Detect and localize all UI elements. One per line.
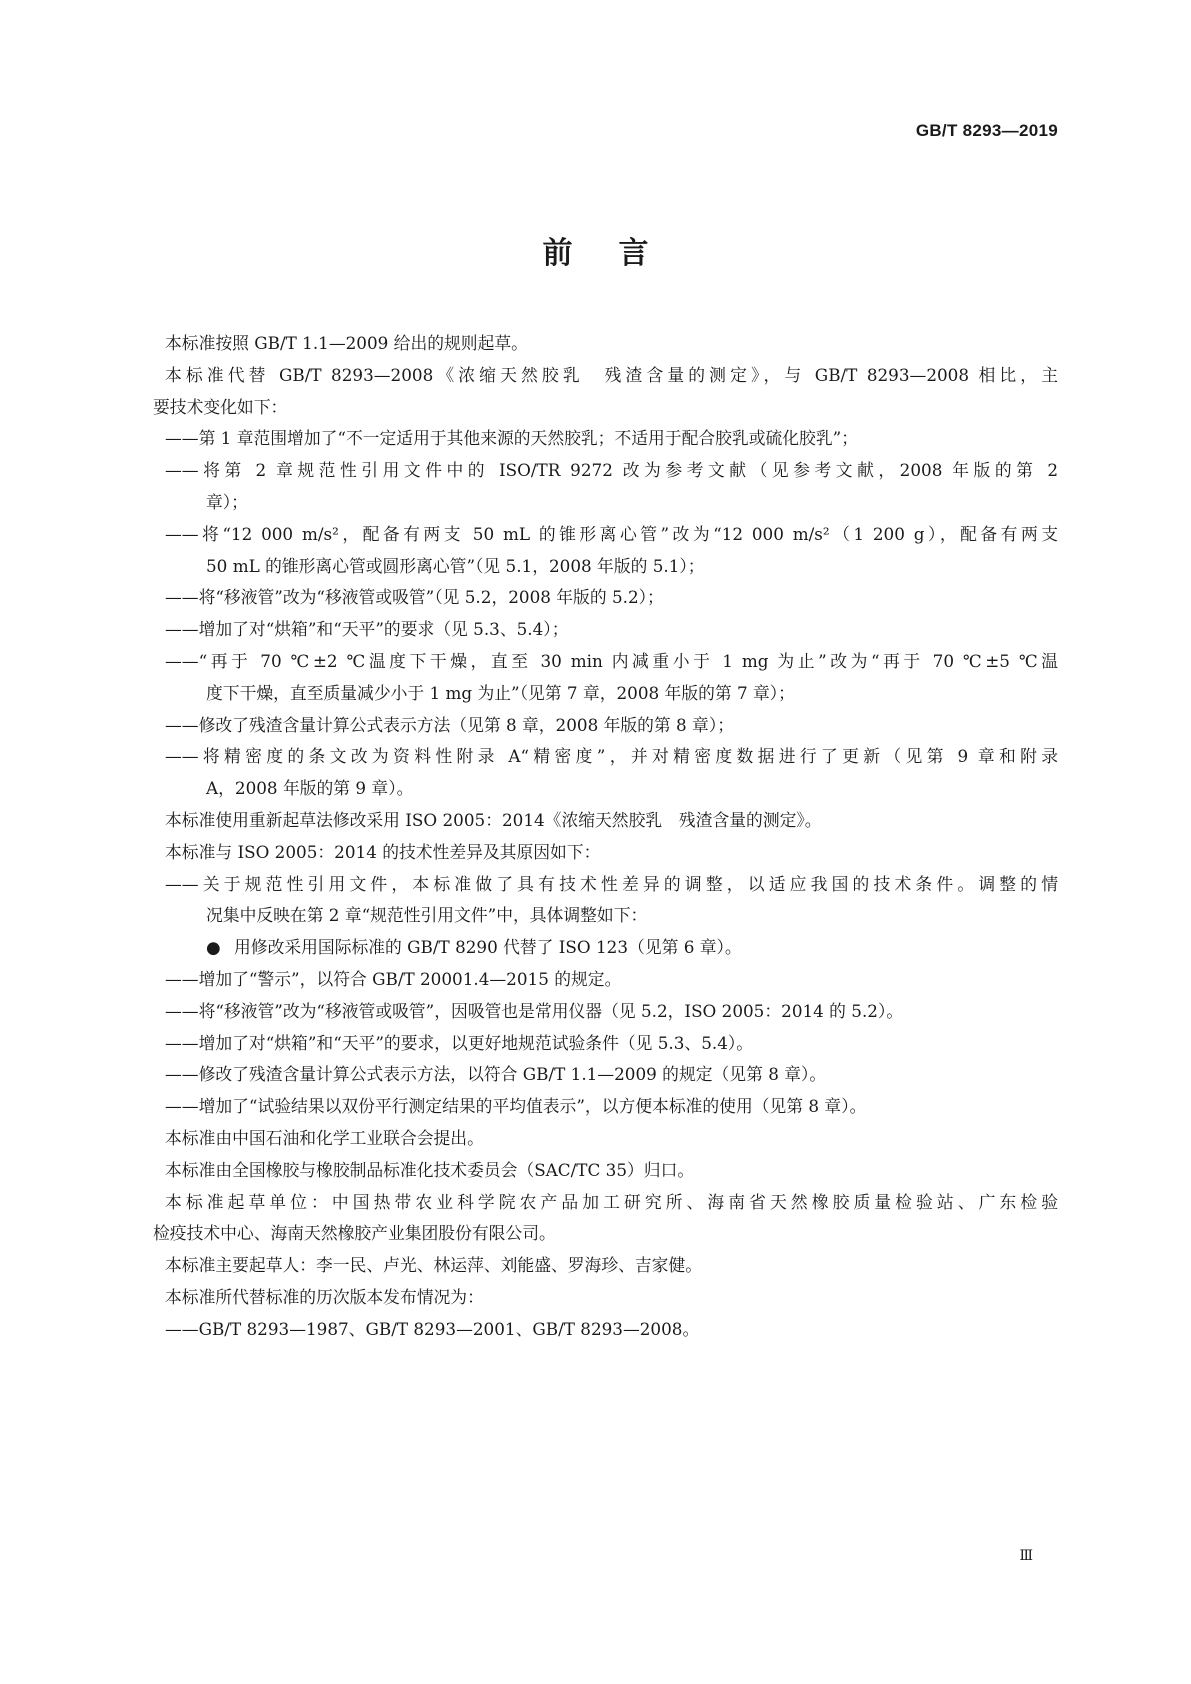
paragraph (165, 1155, 1058, 1187)
list-item-line: ——修改了残渣含量计算公式表示方法，以符合 GB/T 1.1—2009 的规定（见第 8 章）。 (165, 1064, 827, 1085)
paragraph (165, 1250, 1058, 1282)
bullet-text: 用修改采用国际标准的 GB/T 8290 代替了 ISO 123（见第 6 章）。 (234, 937, 742, 958)
paragraph (165, 328, 1058, 360)
list-item-line: ——GB/T 8293—1987、GB/T 8293—2001、GB/T 8293—2008。 (165, 1318, 700, 1339)
list-item-line: ——关于规范性引用文件，本标准做了具有技术性差异的调整，以适应我国的技术条件。调整的情 (165, 873, 1058, 894)
page-number: Ⅲ (1019, 1548, 1033, 1564)
list-item-continuation: 况集中反映在第 2 章“规范性引用文件”中，具体调整如下： (206, 905, 648, 926)
list-item-continuation: A，2008 年版的第 9 章）。 (206, 778, 414, 799)
dash-list-item (165, 582, 1058, 614)
list-item-line: ——修改了残渣含量计算公式表示方法（见第 8 章，2008 年版的第 8 章）； (165, 714, 734, 735)
bullet-icon: ● (206, 937, 221, 958)
dash-list-item (165, 423, 1058, 455)
paragraph-line: 本标准使用重新起草法修改采用 ISO 2005：2014《浓缩天然胶乳 残渣含量的测定》。 (165, 809, 822, 830)
list-item-line: ——第 1 章范围增加了“不一定适用于其他来源的天然胶乳；不适用于配合胶乳或硫化胶乳”； (165, 428, 858, 449)
paragraph-line: 本标准与 ISO 2005：2014 的技术性差异及其原因如下： (165, 841, 601, 862)
paragraph (165, 837, 1058, 869)
list-item-line: ——“再于 70 ℃±2 ℃温度下干燥，直至 30 min 内减重小于 1 mg 为止”改为“再于 70 ℃±5 ℃温 (165, 650, 1058, 671)
dash-list-item (165, 996, 1058, 1028)
paragraph-line: 本标准由中国石油和化学工业联合会提出。 (165, 1127, 484, 1148)
dash-list-item (165, 614, 1058, 646)
list-item-line: ——将“移液管”改为“移液管或吸管”，因吸管也是常用仪器（见 5.2，ISO 2005：2014 的 5.2）。 (165, 1000, 904, 1021)
dash-list-item (165, 741, 1058, 805)
page-title: 前言 (542, 236, 695, 271)
dash-list-item (165, 1028, 1058, 1060)
paragraph-line: 本标准所代替标准的历次版本发布情况为： (165, 1286, 484, 1307)
document-body (153, 328, 1058, 1346)
list-item-line: ——增加了“试验结果以双份平行测定结果的平均值表示”，以方便本标准的使用（见第 8 章）。 (165, 1096, 867, 1117)
dash-list-item (165, 1314, 1058, 1346)
paragraph-line: 本标准按照 GB/T 1.1—2009 给出的规则起草。 (165, 333, 528, 353)
dash-list-item (165, 519, 1058, 583)
paragraph (153, 1187, 1058, 1251)
list-item-line: ——将“12 000 m/s²，配备有两支 50 mL 的锥形离心管”改为“12 000 m/s²（1 200 g），配备有两支 (165, 523, 1058, 544)
list-item-line: ——增加了对“烘箱”和“天平”的要求，以更好地规范试验条件（见 5.3、5.4）。 (165, 1032, 754, 1053)
paragraph-line: 本标准起草单位：中国热带农业科学院农产品加工研究所、海南省天然橡胶质量检验站、广东检验 (165, 1191, 1058, 1212)
list-item-continuation: 度下干燥，直至质量减少小于 1 mg 为止”（见第 7 章，2008 年版的第 7 章）； (206, 682, 795, 703)
dash-list-item (165, 710, 1058, 742)
dash-list-item (165, 646, 1058, 710)
list-item-line: ——将“移液管”改为“移液管或吸管”（见 5.2，2008 年版的 5.2）； (165, 587, 664, 608)
dash-list-item (165, 1059, 1058, 1091)
dash-list-item (165, 455, 1058, 519)
list-item-continuation: 50 mL 的锥形离心管或圆形离心管”（见 5.1，2008 年版的 5.1）； (206, 555, 705, 576)
paragraph-line: 本标准主要起草人：李一民、卢光、林运萍、刘能盛、罗海珍、吉家健。 (165, 1255, 703, 1276)
paragraph-line: 本标准代替 GB/T 8293—2008《浓缩天然胶乳 残渣含量的测定》，与 GB/T 8293—2008 相比，主 (165, 364, 1058, 385)
dash-list-item (165, 869, 1058, 933)
paragraph-line: 本标准由全国橡胶与橡胶制品标准化技术委员会（SAC/TC 35）归口。 (165, 1159, 695, 1180)
dash-list-item (165, 1091, 1058, 1123)
paragraph (165, 805, 1058, 837)
paragraph-line: 要技术变化如下： (153, 396, 288, 417)
bullet-list-item (165, 932, 1058, 964)
paragraph (165, 1282, 1058, 1314)
paragraph (165, 1123, 1058, 1155)
list-item-line: ——将第 2 章规范性引用文件中的 ISO/TR 9272 改为参考文献（见参考文献，2008 年版的第 2 (165, 460, 1058, 481)
paragraph-line: 检疫技术中心、海南天然橡胶产业集团股份有限公司。 (153, 1223, 556, 1244)
dash-list-item (165, 964, 1058, 996)
list-item-line: ——增加了对“烘箱”和“天平”的要求（见 5.3、5.4）； (165, 619, 569, 640)
list-item-continuation: 章）； (206, 491, 248, 512)
list-item-line: ——增加了“警示”，以符合 GB/T 20001.4—2015 的规定。 (165, 968, 622, 989)
paragraph (153, 360, 1058, 424)
list-item-line: ——将精密度的条文改为资料性附录 A“精密度”，并对精密度数据进行了更新（见第 9 章和附录 (165, 746, 1058, 767)
standard-code: GB/T 8293—2019 (915, 121, 1058, 140)
